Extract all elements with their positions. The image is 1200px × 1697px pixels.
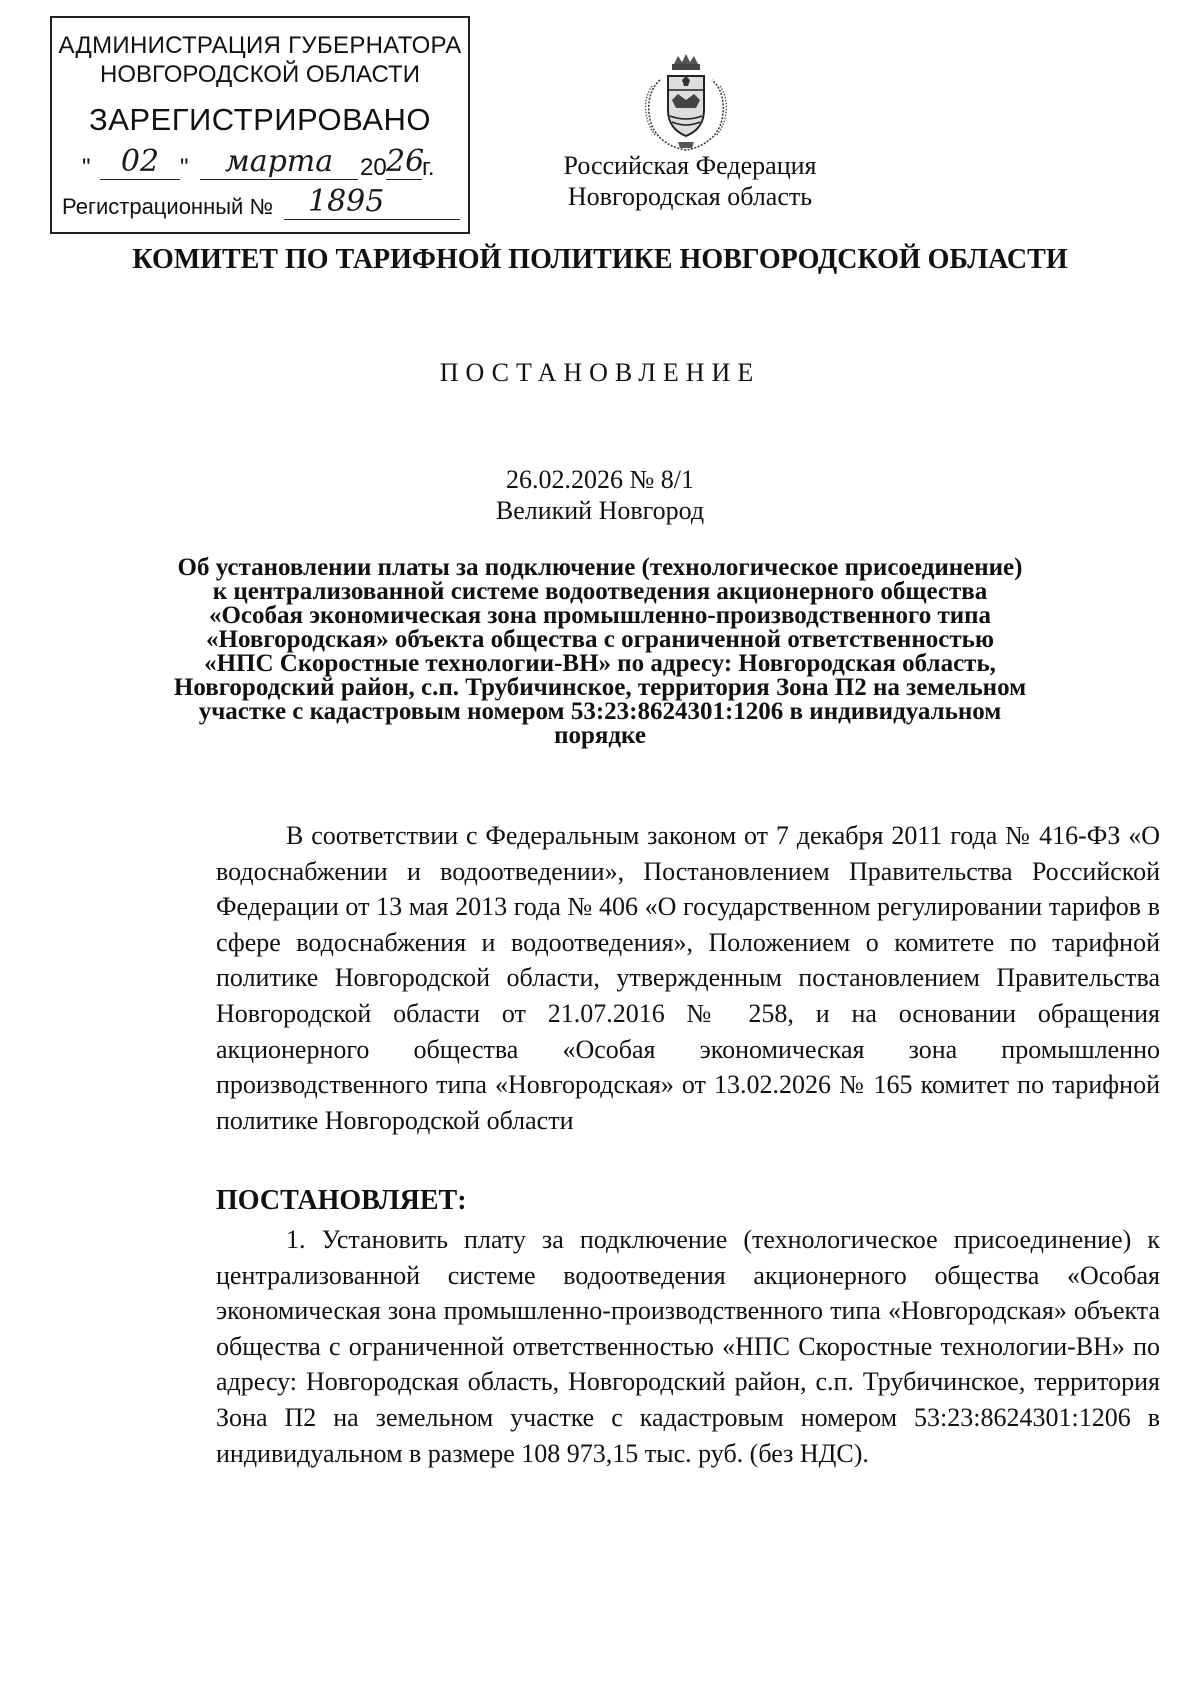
document-subject-heading: Об установлении платы за подключение (технологическое присоединение) к централизованной системе водоотведения акционерного общества «Особая экономическая зона промышленно-производственного типа «Новгородская» объекта общества с ограниченной ответственностью «НПС Скоростные технологии-ВН» по адресу: Новгородская область, Новгородский район, с.п. Трубичинское, территория Зона П2 на земельном участке с кадастровым номером 53:23:8624301:1206 в индивидуальном порядке [173,554,1027,749]
header-region-block [520,150,860,212]
stamp-reg-number-row [62,184,454,220]
stamp-day-handwritten: 02 [100,144,180,180]
document-city: Великий Новгород [495,496,705,525]
stamp-org-line-1: АДМИНИСТРАЦИЯ ГУБЕРНАТОРА [58,32,462,59]
stamp-reg-label: Регистрационный № [62,194,274,219]
registration-stamp [50,16,470,234]
stamp-quote-open: " [82,154,91,181]
stamp-date-row [82,144,452,184]
header-country: Российская Федерация [563,151,817,180]
committee-title: КОМИТЕТ ПО ТАРИФНОЙ ПОЛИТИКЕ НОВГОРОДСКОЙ ОБЛАСТИ [132,244,1068,275]
stamp-quote-close: " [180,154,189,181]
document-date-number: 26.02.2026 № 8/1 [505,465,695,494]
stamp-registered-label: ЗАРЕГИСТРИРОВАНО [88,102,431,137]
header-region: Новгородская область [567,182,813,211]
preamble-paragraph: В соответствии с Федеральным законом от 7 декабря 2011 года № 416-ФЗ «О водоснабжении и водоотведении», Постановлением Правительства Российской Федерации от 13 мая 2013 года № 406 «О государственном регулировании тарифов в сфере водоснабжения и водоотведения», Положением о комитете по тарифной политике Новгородской области, утвержденным постановлением Правительства Новгородской области от 21.07.2016 № 258, и на основании обращения акционерного общества «Особая экономическая зона промышленно производственного типа «Новгородская» от 13.02.2026 № 165 комитет по тарифной политике Новгородской области [216,821,1160,1135]
document-date-block [400,464,800,526]
stamp-month-handwritten: марта [200,144,358,180]
stamp-year-suffix: г. [422,154,435,181]
document-type-title: ПОСТАНОВЛЕНИЕ [439,358,761,387]
stamp-year-handwritten: 26 [386,144,425,179]
decree-heading: ПОСТАНОВЛЯЕТ: [216,1185,467,1216]
stamp-year-prefix: 20 [360,154,387,181]
coat-of-arms-emblem [638,50,734,154]
stamp-org-line-2: НОВГОРОДСКОЙ ОБЛАСТИ [100,61,420,88]
item-1-paragraph: 1. Установить плату за подключение (технологическое присоединение) к централизованной системе водоотведения акционерного общества «Особая экономическая зона промышленно-производственного типа «Новгородская» объекта общества с ограниченной ответственностью «НПС Скоростные технологии-ВН» по адресу: Новгородская область, Новгородский район, с.п. Трубичинское, территория Зона П2 на земельном участке с кадастровым номером 53:23:8624301:1206 в индивидуальном в размере 108 973,15 тыс. руб. (без НДС). [216,1225,1160,1468]
stamp-reg-number-handwritten: 1895 [284,184,460,220]
